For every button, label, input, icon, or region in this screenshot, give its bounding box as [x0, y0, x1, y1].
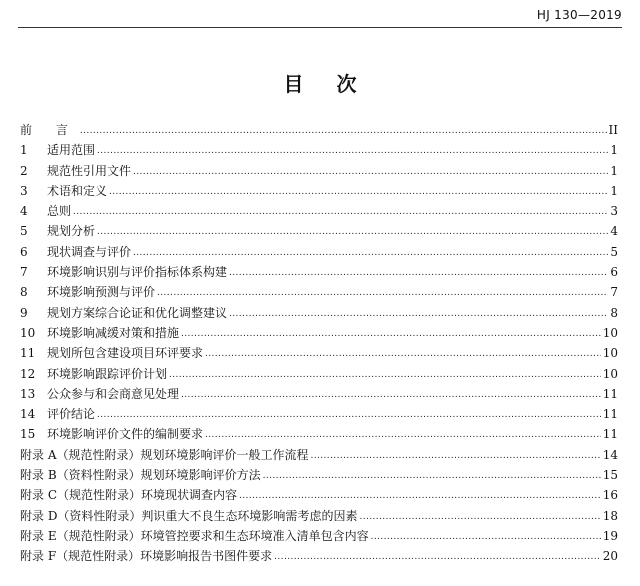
toc-entry-page: 1 — [610, 183, 618, 198]
toc-entry-number: 6 — [20, 244, 28, 259]
toc-leader-dots — [263, 464, 601, 486]
toc-entry-page: II — [608, 123, 618, 137]
toc-entry[interactable] — [20, 161, 618, 181]
toc-entry-page: 14 — [602, 447, 618, 462]
toc-leader-dots — [205, 423, 601, 445]
toc-entry-number: 1 — [20, 143, 28, 158]
toc-leader-dots — [181, 322, 601, 344]
toc-entry-title: 前 言 — [20, 123, 78, 137]
toc-entry[interactable] — [20, 242, 618, 262]
toc-entry-page: 4 — [610, 224, 618, 239]
toc-entry-page: 10 — [602, 346, 618, 361]
toc-entry-title: 环境影响预测与评价 — [47, 285, 156, 300]
toc-entry-number: 9 — [20, 305, 28, 320]
toc-entry-page: 10 — [602, 366, 618, 381]
toc-entry[interactable] — [20, 262, 618, 282]
toc-entry-page: 3 — [610, 204, 618, 219]
toc-entry-title: 环境影响减缓对策和措施 — [47, 325, 180, 340]
toc-entry-title: 附录 E（规范性附录）环境管控要求和生态环境准入清单包含内容 — [20, 528, 369, 543]
toc-entry[interactable] — [20, 303, 618, 323]
toc-entry-title: 规划分析 — [47, 224, 96, 239]
toc-entry-page: 7 — [610, 285, 618, 300]
toc-entry[interactable] — [20, 445, 618, 465]
toc-entry-title: 环境影响跟踪评价计划 — [47, 366, 168, 381]
toc-entry-page: 19 — [602, 528, 618, 543]
toc-entry-number: 12 — [20, 366, 36, 381]
toc-leader-dots — [109, 180, 608, 202]
toc-entry-number: 5 — [20, 224, 28, 239]
toc-entry-page: 10 — [602, 325, 618, 340]
toc-entry-title: 规范性引用文件 — [47, 163, 132, 178]
toc-entry-number: 15 — [20, 427, 36, 442]
toc-leader-dots — [239, 484, 601, 506]
toc-leader-dots — [371, 525, 601, 547]
toc-entry[interactable] — [20, 506, 618, 526]
toc-entry-title: 规划所包含建设项目环评要求 — [47, 346, 204, 361]
toc-entry-title: 附录 A（规范性附录）规划环境影响评价一般工作流程 — [20, 447, 309, 462]
toc-entry[interactable] — [20, 364, 618, 384]
toc-entry-title: 总则 — [47, 204, 72, 219]
toc-entry[interactable] — [20, 323, 618, 343]
toc-entry-title: 附录 F（规范性附录）环境影响报告书图件要求 — [20, 549, 273, 564]
toc-leader-dots — [359, 505, 600, 527]
toc-leader-dots — [97, 220, 608, 242]
toc-entry-title: 评价结论 — [47, 407, 96, 422]
toc-entry-page: 11 — [602, 407, 618, 422]
toc-entry-title: 附录 C（规范性附录）环境现状调查内容 — [20, 488, 237, 503]
toc-entry[interactable] — [20, 201, 618, 221]
toc-leader-dots — [205, 342, 601, 364]
toc-entry-title: 环境影响评价文件的编制要求 — [47, 427, 204, 442]
toc-entry-number: 3 — [20, 183, 28, 198]
toc-entry-title: 附录 D（资料性附录）判识重大不良生态环境影响需考虑的因素 — [20, 508, 358, 523]
toc-leader-dots — [80, 119, 607, 141]
toc-entry-page: 15 — [602, 468, 618, 483]
header-rule — [18, 27, 622, 28]
toc-entry-page: 1 — [610, 143, 618, 158]
toc-entry-page: 20 — [602, 549, 618, 564]
toc-leader-dots — [133, 241, 608, 263]
toc-leader-dots — [97, 403, 601, 425]
toc-entry-page: 11 — [602, 386, 618, 401]
toc-entry[interactable] — [20, 282, 618, 302]
toc-entry-page: 1 — [610, 163, 618, 178]
toc-entry[interactable] — [20, 526, 618, 546]
toc-entry-number: 14 — [20, 407, 36, 422]
toc-entry-title: 规划方案综合论证和优化调整建议 — [47, 305, 228, 320]
toc-entry-number: 11 — [20, 346, 36, 361]
toc-entry-title: 环境影响识别与评价指标体系构建 — [47, 265, 228, 280]
toc-entry-page: 8 — [610, 305, 618, 320]
toc-entry-page: 18 — [602, 508, 618, 523]
toc-entry-title: 附录 B（资料性附录）规划环境影响评价方法 — [20, 468, 261, 483]
toc-entry[interactable] — [20, 384, 618, 404]
toc-leader-dots — [310, 444, 600, 466]
toc-entry-page: 11 — [602, 427, 618, 442]
toc-entry[interactable] — [20, 343, 618, 363]
toc-entry-number: 10 — [20, 325, 36, 340]
toc-entry[interactable] — [20, 465, 618, 485]
toc-entry-number: 8 — [20, 285, 28, 300]
toc-entry-title: 公众参与和会商意见处理 — [47, 386, 180, 401]
toc-leader-dots — [169, 363, 601, 385]
toc-leader-dots — [133, 160, 608, 182]
toc-entry-title: 现状调查与评价 — [47, 244, 132, 259]
toc-entry[interactable] — [20, 404, 618, 424]
toc-leader-dots — [229, 302, 608, 324]
toc-entry[interactable] — [20, 181, 618, 201]
table-of-contents — [20, 120, 618, 567]
toc-leader-dots — [229, 261, 608, 283]
toc-entry-page: 6 — [610, 265, 618, 280]
toc-leader-dots — [97, 139, 608, 161]
toc-entry-page: 5 — [610, 244, 618, 259]
toc-entry[interactable] — [20, 546, 618, 566]
toc-entry-title: 术语和定义 — [47, 183, 108, 198]
toc-entry-number: 7 — [20, 265, 28, 280]
document-code: HJ 130—2019 — [536, 8, 622, 22]
toc-entry-page: 16 — [602, 488, 618, 503]
toc-entry[interactable] — [20, 424, 618, 444]
page-title: 目 次 — [283, 72, 357, 96]
toc-entry-number: 13 — [20, 386, 36, 401]
toc-leader-dots — [157, 281, 608, 303]
toc-entry-number: 2 — [20, 163, 28, 178]
toc-entry[interactable] — [20, 485, 618, 505]
toc-leader-dots — [73, 200, 608, 222]
toc-entry[interactable] — [20, 140, 618, 160]
toc-entry[interactable] — [20, 120, 618, 140]
toc-leader-dots — [181, 383, 601, 405]
toc-entry-title: 适用范围 — [47, 143, 96, 158]
toc-entry[interactable] — [20, 221, 618, 241]
toc-leader-dots — [274, 545, 601, 567]
toc-entry-number: 4 — [20, 204, 28, 219]
